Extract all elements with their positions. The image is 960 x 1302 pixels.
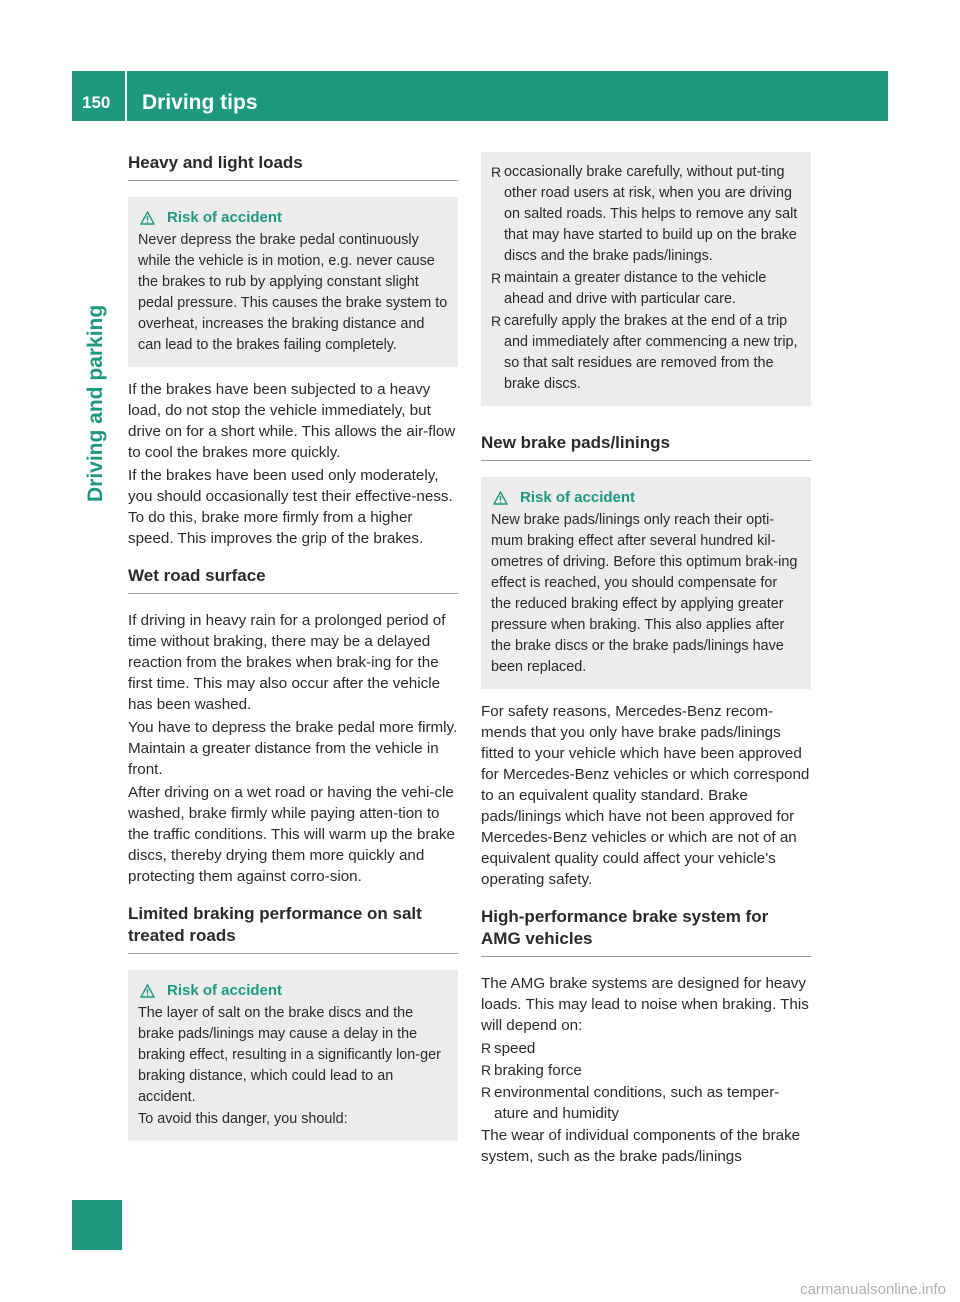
section-heading: Limited braking performance on salt treated roads (128, 903, 458, 954)
section-heading: Wet road surface (128, 565, 458, 594)
paragraph: The AMG brake systems are designed for heavy loads. This may lead to noise when braking. This will depend on: (481, 975, 809, 1034)
paragraph: If the brakes have been used only moderately, you should occasionally test their effective-ness. To do this, brake more firmly from a higher speed. This improves the grip of the brakes. (128, 467, 453, 547)
list-item: R maintain a greater distance to the vehicle ahead and drive with particular care. (491, 268, 801, 310)
warning-title: Risk of accident (520, 489, 636, 506)
section-heading: High-performance brake system for AMG vehicles (481, 906, 811, 957)
paragraph: The wear of individual components of the brake system, such as the brake pads/linings (481, 1127, 801, 1165)
warning-text: The layer of salt on the brake discs and the brake pads/linings may cause a delay in the braking effect, resulting in a significantly lon-ger braking distance, which could lead to an accident. (138, 1005, 441, 1105)
warning-title: Risk of accident (167, 982, 283, 999)
warning-header (138, 207, 448, 228)
warning-box (128, 197, 458, 367)
list-item: R environmental conditions, such as temper-ature and humidity (481, 1082, 811, 1124)
paragraph: After driving on a wet road or having the vehi-cle washed, brake firmly while paying atten-tion to the traffic conditions. This will warm up the brake discs, thereby drying them more quickly and protecting them against corro-sion. (128, 784, 455, 885)
list-item: R speed (481, 1038, 811, 1059)
bullet-list (481, 1038, 811, 1124)
list-item: R carefully apply the brakes at the end of a trip and immediately after commencing a new trip, so that salt residues are removed from the brake discs. (491, 311, 801, 395)
paragraph: If driving in heavy rain for a prolonged period of time without braking, there may be a delayed reaction from the brakes when brak-ing for the first time. This may also occur after the vehicle has been washed. (128, 612, 446, 713)
list-item: R occasionally brake carefully, without put-ting other road users at risk, when you are driving on salted roads. This helps to remove any salt that may have started to build up on the brake discs and the brake pads/linings. (491, 162, 801, 267)
warning-text: To avoid this danger, you should: (138, 1111, 348, 1127)
warning-triangle-icon (493, 491, 508, 505)
chapter-marker (72, 1200, 122, 1250)
page-number: 150 (82, 93, 111, 112)
chapter-label-text: Driving and parking (84, 304, 107, 502)
warning-bullet-list (491, 162, 801, 395)
warning-title: Risk of accident (167, 209, 283, 226)
paragraph: For safety reasons, Mercedes-Benz recom-mends that you only have brake pads/linings fitted to your vehicle which have been approved for Mercedes-Benz vehicles or which correspond to an equivalent quality standard. Brake pads/linings which have not been approved for Mercedes-Benz vehicles or which are not of an equivalent quality could affect your vehicle's operating safety. (481, 703, 810, 888)
watermark: carmanualsonline.info (800, 1281, 946, 1298)
warning-text: Never depress the brake pedal continuously while the vehicle is in motion, e.g. never cause the brakes to rub by applying constant slight pedal pressure. This causes the brake system to overheat, increases the braking distance and can lead to the brakes failing completely. (138, 232, 448, 353)
list-item: R braking force (481, 1060, 811, 1081)
header-divider (125, 71, 127, 121)
warning-text: New brake pads/linings only reach their opti-mum braking effect after several hundred kil-ometres of driving. Before this optimum brak-ing effect is reached, you should compensate for the reduced braking effect by applying greater pressure when braking. This also applies after the brake discs or the brake pads/linings have been replaced. (491, 512, 798, 675)
section-heading: Heavy and light loads (128, 152, 458, 181)
warning-box-continued (481, 152, 811, 406)
right-column (481, 152, 811, 1169)
warning-triangle-icon (140, 211, 155, 225)
warning-box (128, 970, 458, 1141)
left-column (128, 152, 458, 1153)
warning-box (481, 477, 811, 689)
warning-header (138, 980, 448, 1001)
paragraph: If the brakes have been subjected to a heavy load, do not stop the vehicle immediately, but drive on for a short while. This allows the air-flow to cool the brakes more quickly. (128, 381, 456, 461)
section-heading: New brake pads/linings (481, 432, 811, 461)
chapter-label (84, 252, 114, 502)
warning-header (491, 487, 801, 508)
warning-triangle-icon (140, 984, 155, 998)
page-title: Driving tips (142, 91, 258, 114)
header-bar (72, 71, 888, 121)
paragraph: You have to depress the brake pedal more firmly. Maintain a greater distance from the vehicle in front. (128, 719, 458, 778)
